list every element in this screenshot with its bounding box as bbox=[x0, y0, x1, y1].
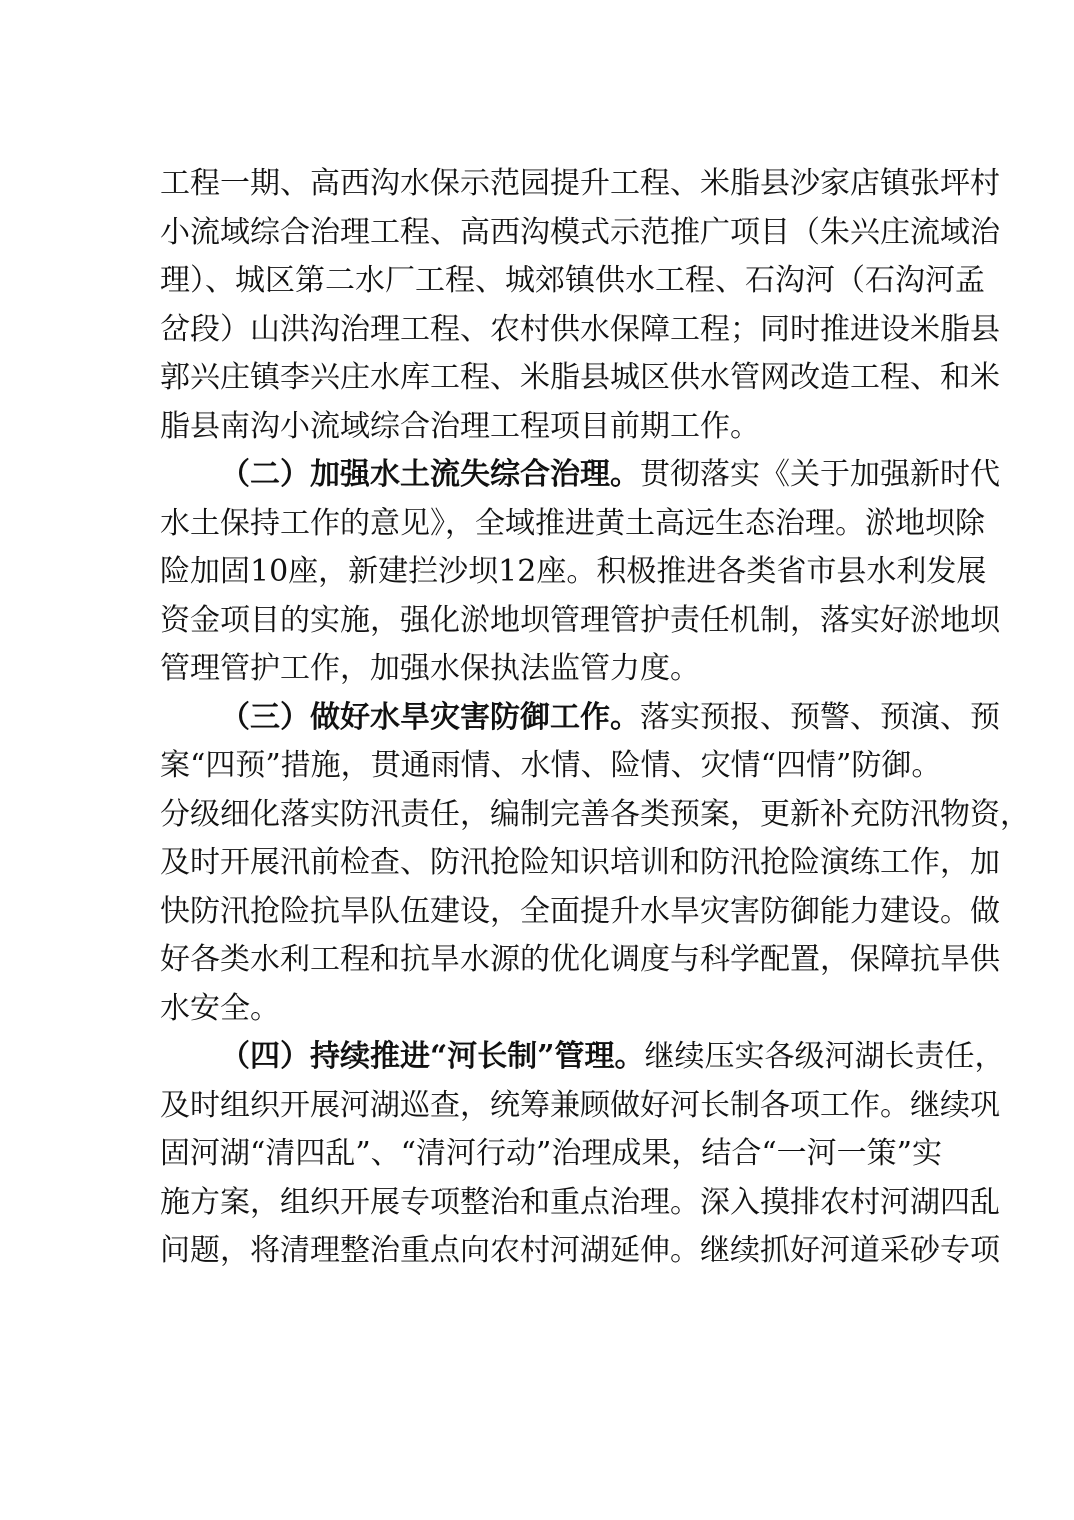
text-line: 资金项目的实施，强化淤地坝管理管护责任机制，落实好淤地坝 bbox=[160, 602, 1000, 638]
section-heading: （二）加强水土流失综合治理。 bbox=[220, 457, 640, 492]
text-run: 继续压实各级河湖长责任， bbox=[644, 1039, 1005, 1074]
paragraph-project-list bbox=[160, 160, 1000, 451]
text-line bbox=[160, 694, 1000, 743]
text-run: 贯彻落实《关于加强新时代 bbox=[640, 457, 1000, 492]
text-line: 固河湖“清四乱”、“清河行动”治理成果，结合“一河一策”实 bbox=[160, 1136, 943, 1171]
text-line: 快防汛抢险抗旱队伍建设，全面提升水旱灾害防御能力建设。做 bbox=[160, 893, 1000, 929]
paragraph-soil-erosion bbox=[160, 451, 1000, 694]
paragraph-flood-drought bbox=[160, 694, 1030, 1034]
text-line: 脂县南沟小流域综合治理工程项目前期工作。 bbox=[160, 408, 760, 444]
text-line: 分级细化落实防汛责任，编制完善各类预案，更新补充防汛物资， bbox=[160, 796, 1030, 832]
text-run: 落实预报、预警、预演、预 bbox=[640, 699, 1000, 735]
text-line: 问题，将清理整治重点向农村河湖延伸。继续抓好河道采砂专项 bbox=[160, 1233, 1000, 1268]
text-line: 岔段）山洪沟治理工程、农村供水保障工程；同时推进设米脂县 bbox=[160, 311, 1000, 347]
section-heading: （四）持续推进“河长制”管理。 bbox=[220, 1039, 645, 1074]
text-line: 案“四预”措施，贯通雨情、水情、险情、灾情“四情”防御。 bbox=[160, 748, 942, 783]
text-line: 险加固10座，新建拦沙坝12座。积极推进各类省市县水利发展 bbox=[160, 554, 987, 589]
text-line: 小流域综合治理工程、高西沟模式示范推广项目（朱兴庄流域治 bbox=[160, 214, 1000, 250]
text-line: 管理管护工作，加强水保执法监管力度。 bbox=[160, 651, 700, 686]
text-line bbox=[160, 451, 1000, 500]
text-line: 好各类水利工程和抗旱水源的优化调度与科学配置，保障抗旱供 bbox=[160, 942, 1000, 977]
text-line: 及时组织开展河湖巡查，统筹兼顾做好河长制各项工作。继续巩 bbox=[160, 1087, 1000, 1123]
text-line: 理）、城区第二水厂工程、城郊镇供水工程、石沟河（石沟河孟 bbox=[160, 263, 985, 298]
paragraph-river-chief bbox=[160, 1033, 1005, 1276]
section-heading: （三）做好水旱灾害防御工作。 bbox=[220, 699, 640, 735]
text-line: 水安全。 bbox=[160, 990, 280, 1026]
text-line: 郭兴庄镇李兴庄水库工程、米脂县城区供水管网改造工程、和米 bbox=[160, 360, 1000, 395]
document-body bbox=[160, 160, 1030, 1276]
text-line: 施方案，组织开展专项整治和重点治理。深入摸排农村河湖四乱 bbox=[160, 1184, 1000, 1220]
text-line: 水土保持工作的意见》，全域推进黄土高远生态治理。淤地坝除 bbox=[160, 505, 985, 541]
text-line: 及时开展汛前检查、防汛抢险知识培训和防汛抢险演练工作，加 bbox=[160, 845, 1000, 880]
text-line bbox=[160, 1033, 1005, 1082]
text-line: 工程一期、高西沟水保示范园提升工程、米脂县沙家店镇张坪村 bbox=[160, 166, 1000, 201]
